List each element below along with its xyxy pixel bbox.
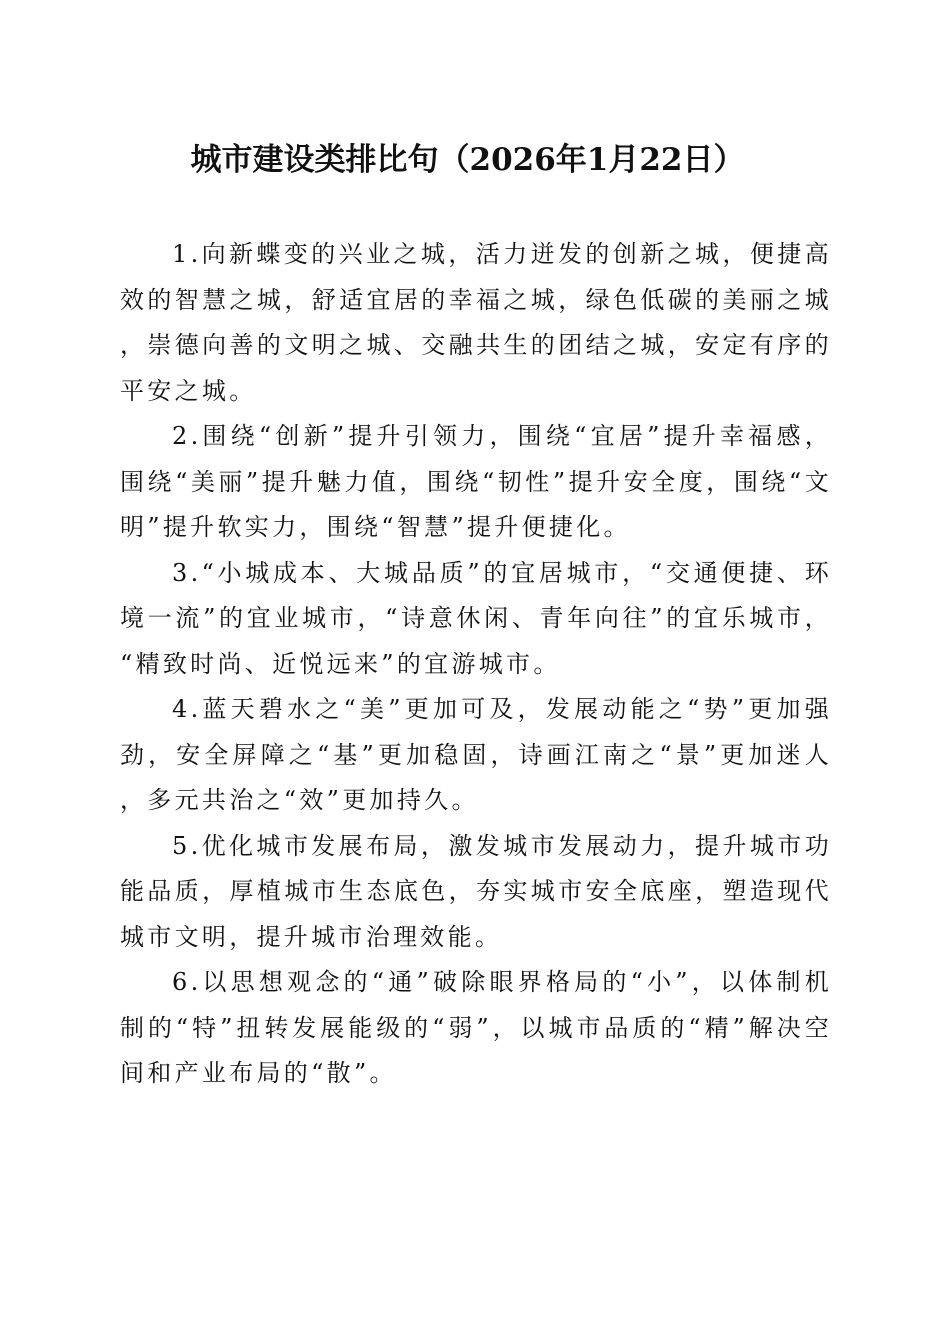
paragraph-6: 6.以思想观念的“通”破除眼界格局的“小”，以体制机制的“特”扭转发展能级的“弱”，以城市品质的“精”解决空间和产业布局的“散”。 <box>120 968 832 1087</box>
paragraph-1: 1.向新蝶变的兴业之城，活力迸发的创新之城，便捷高效的智慧之城，舒适宜居的幸福之城，绿色低碳的美丽之城，崇德向善的文明之城、交融共生的团结之城，安定有序的平安之城。 <box>120 240 832 405</box>
paragraph-5: 5.优化城市发展布局，激发城市发展动力，提升城市功能品质，厚植城市生态底色，夯实城市安全底座，塑造现代城市文明，提升城市治理效能。 <box>120 831 832 951</box>
paragraph-2: 2.围绕“创新”提升引领力，围绕“宜居”提升幸福感，围绕“美丽”提升魅力值，围绕“韧性”提升安全度，围绕“文明”提升软实力，围绕“智慧”提升便捷化。 <box>120 422 832 541</box>
document-title: 城市建设类排比句（2026年1月22日） <box>190 142 745 178</box>
paragraph-4: 4.蓝天碧水之“美”更加可及，发展动能之“势”更加强劲，安全屏障之“基”更加稳固，诗画江南之“景”更加迷人，多元共治之“效”更加持久。 <box>120 695 832 814</box>
paragraph-3: 3.“小城成本、大城品质”的宜居城市，“交通便捷、环境一流”的宜业城市，“诗意休闲、青年向往”的宜乐城市，“精致时尚、近悦远来”的宜游城市。 <box>120 558 832 678</box>
document-body <box>120 232 832 1097</box>
